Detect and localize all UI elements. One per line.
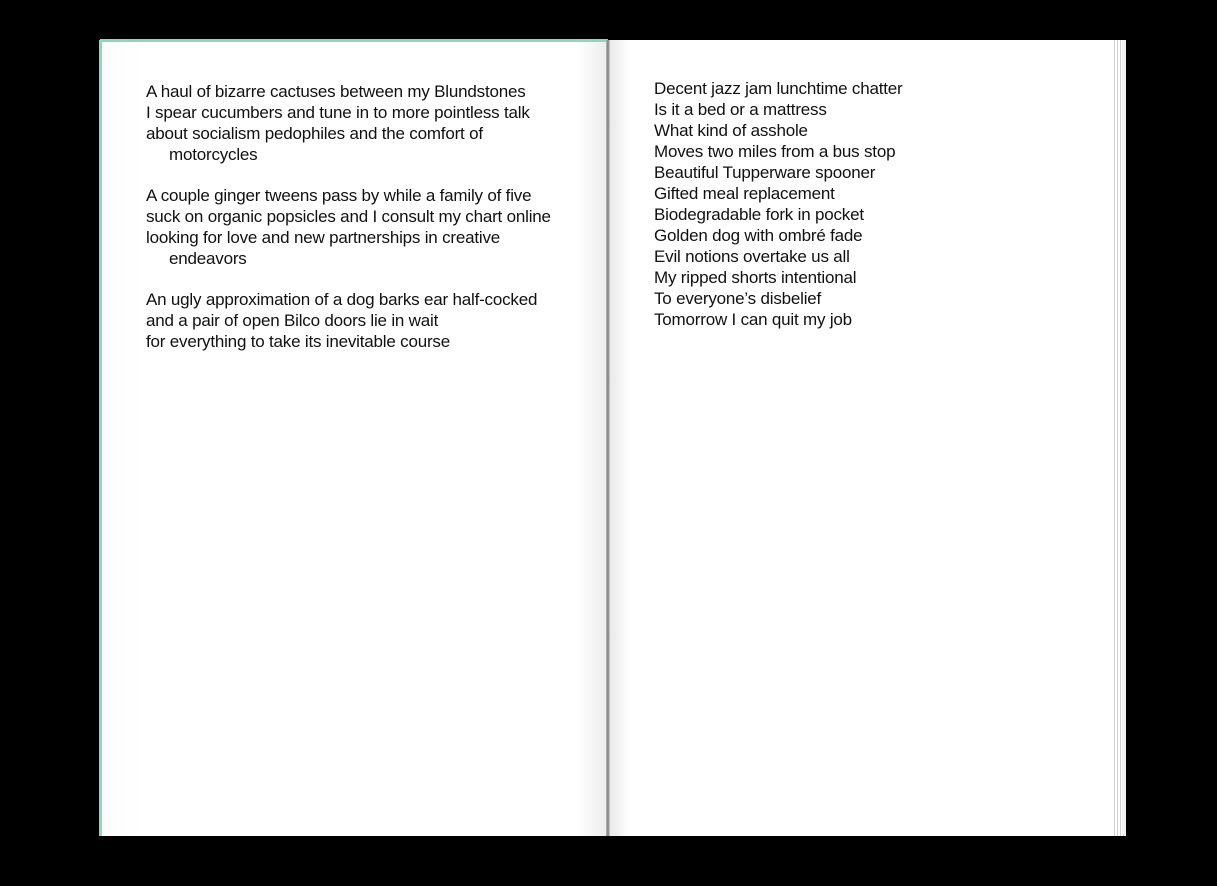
poem-line: and a pair of open Bilco doors lie in wait	[146, 311, 439, 330]
poem-line: Evil notions overtake us all	[654, 247, 850, 266]
poem-line: To everyone’s disbelief	[654, 289, 822, 308]
poem-line: Golden dog with ombré fade	[654, 226, 863, 245]
right-page-poem	[654, 78, 903, 330]
poem-line: about socialism pedophiles and the comfort of	[146, 124, 483, 143]
left-page-poem	[146, 81, 551, 372]
poem-line: Beautiful Tupperware spooner	[654, 163, 876, 182]
poem-line: Moves two miles from a bus stop	[654, 142, 896, 161]
poem-line-continuation: motorcycles	[169, 145, 258, 164]
stanza-3	[146, 289, 551, 352]
poem-line: An ugly approximation of a dog barks ear half-cocked	[146, 290, 538, 309]
poem-line: Gifted meal replacement	[654, 184, 835, 203]
poem-line: Tomorrow I can quit my job	[654, 310, 852, 329]
poem-line: Decent jazz jam lunchtime chatter	[654, 79, 903, 98]
poem-line: My ripped shorts intentional	[654, 268, 857, 287]
poem-line: What kind of asshole	[654, 121, 808, 140]
poem-line: Is it a bed or a mattress	[654, 100, 827, 119]
poem-line: A haul of bizarre cactuses between my Blundstones	[146, 82, 526, 101]
stanza-2	[146, 185, 551, 269]
poem-line: A couple ginger tweens pass by while a family of five	[146, 186, 532, 205]
poem-line-continuation: endeavors	[169, 249, 247, 268]
page-edge-stack-outer	[1122, 40, 1126, 834]
stanza-1	[146, 81, 551, 165]
poem-line: looking for love and new partnerships in creative	[146, 228, 501, 247]
poem-line: suck on organic popsicles and I consult my chart online	[146, 207, 551, 226]
poem-line: I spear cucumbers and tune in to more pointless talk	[146, 103, 530, 122]
poem-line: Biodegradable fork in pocket	[654, 205, 864, 224]
poem-line: for everything to take its inevitable course	[146, 332, 450, 351]
